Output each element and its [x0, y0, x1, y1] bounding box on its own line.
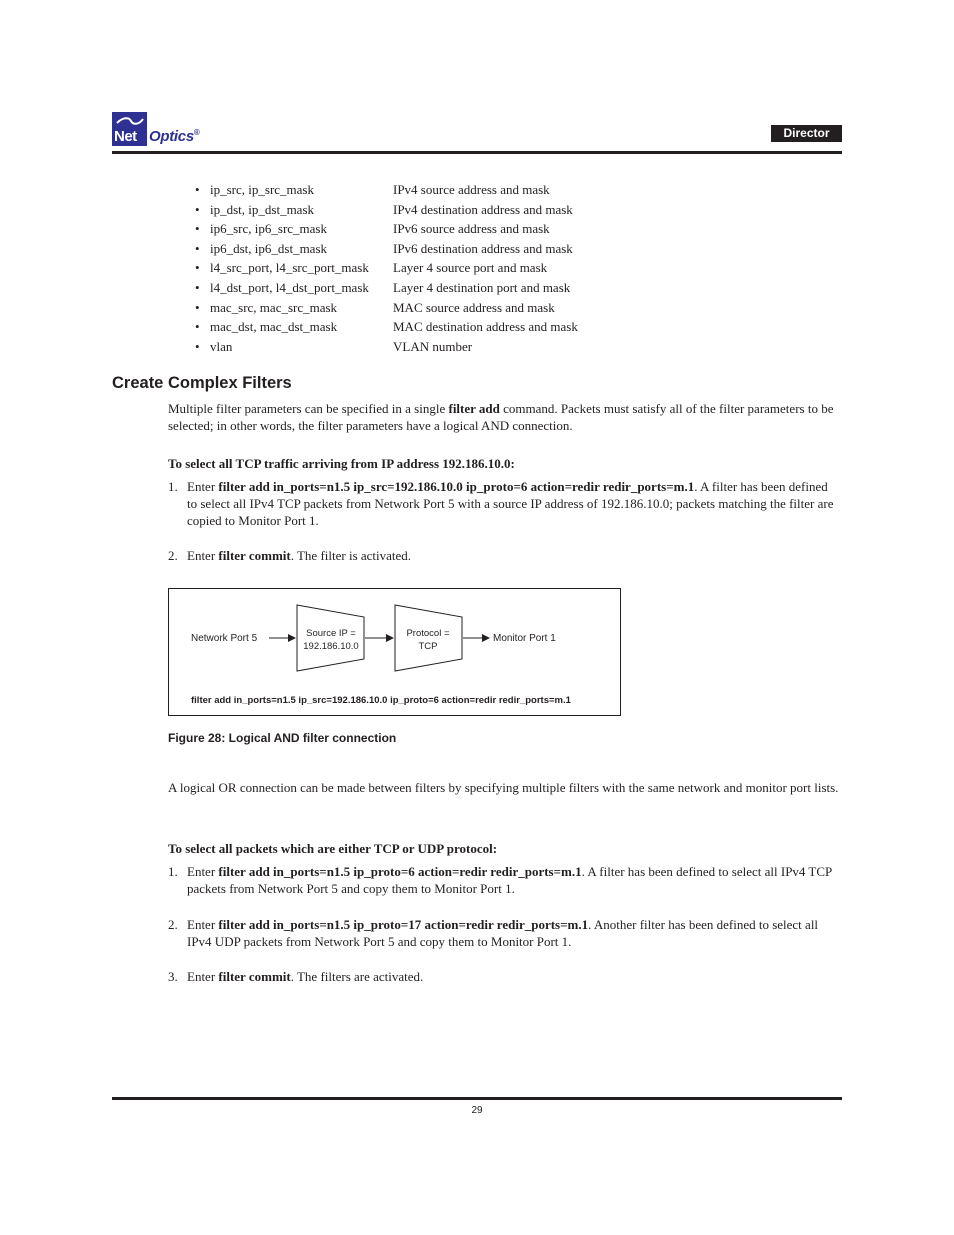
inline-command: filter commit	[218, 969, 291, 984]
step-text: Enter filter commit. The filters are activated.	[187, 969, 424, 984]
procedure-step	[168, 968, 840, 985]
param-description: MAC source address and mask	[393, 299, 555, 315]
procedure-heading: To select all packets which are either TCP or UDP protocol:	[168, 841, 498, 856]
bullet-icon: •	[195, 260, 200, 276]
step-text: Enter filter commit. The filter is activated.	[187, 548, 412, 563]
list-item	[195, 180, 615, 200]
list-item	[195, 278, 615, 298]
param-name: vlan	[210, 338, 233, 354]
param-description: Layer 4 destination port and mask	[393, 279, 571, 295]
inline-command: filter add in_ports=n1.5 ip_src=192.186.10.0 ip_proto=6 action=redir redir_ports=m.1	[218, 479, 695, 494]
netoptics-logo	[112, 112, 212, 148]
header-rule	[112, 151, 842, 154]
param-description: MAC destination address and mask	[393, 319, 578, 335]
input-port-label: Network Port 5	[191, 633, 258, 644]
list-item	[195, 317, 615, 337]
section-title: Create Complex Filters	[112, 374, 292, 392]
bullet-icon: •	[195, 240, 200, 256]
figure-caption: Figure 28: Logical AND filter connection	[168, 731, 397, 745]
logo-box	[112, 112, 147, 146]
protocol-label: Protocol =	[406, 628, 450, 639]
param-name: mac_dst, mac_dst_mask	[210, 319, 338, 335]
director-badge: Director	[771, 125, 842, 142]
param-name: ip6_src, ip6_src_mask	[210, 221, 327, 237]
logo-net-text: Net	[114, 128, 137, 145]
param-name: l4_src_port, l4_src_port_mask	[210, 260, 369, 276]
bullet-icon: •	[195, 201, 200, 217]
list-item	[195, 298, 615, 318]
diagram-command: filter add in_ports=n1.5 ip_src=192.186.10.0 ip_proto=6 action=redir redir_ports=m.1	[191, 695, 571, 706]
footer-rule	[112, 1097, 842, 1100]
list-item	[195, 239, 615, 259]
param-name: l4_dst_port, l4_dst_port_mask	[210, 279, 369, 295]
procedure-step	[168, 916, 840, 950]
source-ip-value: 192.186.10.0	[303, 641, 359, 652]
output-port-label: Monitor Port 1	[493, 633, 556, 644]
filter-diagram-svg	[169, 589, 622, 717]
param-name: ip6_dst, ip6_dst_mask	[210, 240, 328, 256]
inline-command: filter add in_ports=n1.5 ip_proto=17 action=redir redir_ports=m.1	[218, 917, 589, 932]
step-number: 1.	[168, 864, 178, 879]
procedure-step	[168, 863, 840, 897]
procedure-step	[168, 478, 840, 529]
param-name: ip_src, ip_src_mask	[210, 182, 314, 197]
param-description: VLAN number	[393, 338, 473, 354]
filter-diagram	[168, 588, 621, 716]
list-item	[195, 337, 615, 357]
intro-paragraph: Multiple filter parameters can be specified in a single filter add command. Packets must satisfy all of the filter parameters to be selected; in other words, the filter parameters have a logical AND connection.	[168, 401, 834, 433]
bullet-icon: •	[195, 279, 200, 295]
step-number: 2.	[168, 548, 178, 563]
inline-command: filter add in_ports=n1.5 ip_proto=6 action=redir redir_ports=m.1	[218, 864, 582, 879]
bullet-icon: •	[195, 319, 200, 335]
param-description: IPv4 destination address and mask	[393, 201, 573, 217]
step-text: Enter filter add in_ports=n1.5 ip_proto=6 action=redir redir_ports=m.1. A filter has been defined to select all IPv4 TCP packets from Network Port 5 and copy them to Monitor Port 1.	[187, 864, 832, 896]
step-text: Enter filter add in_ports=n1.5 ip_proto=17 action=redir redir_ports=m.1. Another filter has been defined to select all IPv4 UDP packets from Network Port 5 and copy them to Monitor Port 1.	[187, 917, 819, 949]
param-description: IPv6 source address and mask	[393, 221, 550, 237]
source-ip-label: Source IP =	[306, 628, 356, 639]
step-number: 3.	[168, 969, 178, 984]
list-item	[195, 200, 615, 220]
param-description: Layer 4 source port and mask	[393, 260, 548, 276]
inline-command: filter commit	[218, 548, 291, 563]
logo-wave-icon	[115, 115, 145, 127]
step-number: 1.	[168, 479, 178, 494]
page-number: 29	[471, 1105, 483, 1116]
logo-registered-mark: ®	[193, 128, 200, 137]
or-intro-paragraph: A logical OR connection can be made between filters by specifying multiple filters with the same network and monitor port lists.	[168, 780, 839, 795]
step-number: 2.	[168, 917, 178, 932]
bullet-icon: •	[195, 338, 200, 354]
parameter-list	[195, 180, 615, 356]
bullet-icon: •	[195, 299, 200, 315]
param-name: ip_dst, ip_dst_mask	[210, 201, 315, 217]
inline-command: filter add	[448, 401, 500, 416]
list-item	[195, 219, 615, 239]
param-description: IPv4 source address and mask	[393, 182, 550, 197]
bullet-icon: •	[195, 221, 200, 237]
param-description: IPv6 destination address and mask	[393, 240, 573, 256]
logo-optics-text: Optics®	[149, 128, 200, 145]
param-name: mac_src, mac_src_mask	[210, 299, 338, 315]
procedure-heading: To select all TCP traffic arriving from IP address 192.186.10.0:	[168, 456, 515, 471]
protocol-value: TCP	[418, 641, 438, 652]
step-text: Enter filter add in_ports=n1.5 ip_src=192.186.10.0 ip_proto=6 action=redir redir_ports=m.1. A filter has been defined to select all IPv4 TCP packets from Network Port 5 with a source IP address of 192.186.10.0; packets matching the filter are copied to Monitor Port 1.	[187, 479, 834, 528]
procedure-step	[168, 547, 840, 564]
bullet-icon: •	[195, 182, 200, 197]
list-item	[195, 258, 615, 278]
